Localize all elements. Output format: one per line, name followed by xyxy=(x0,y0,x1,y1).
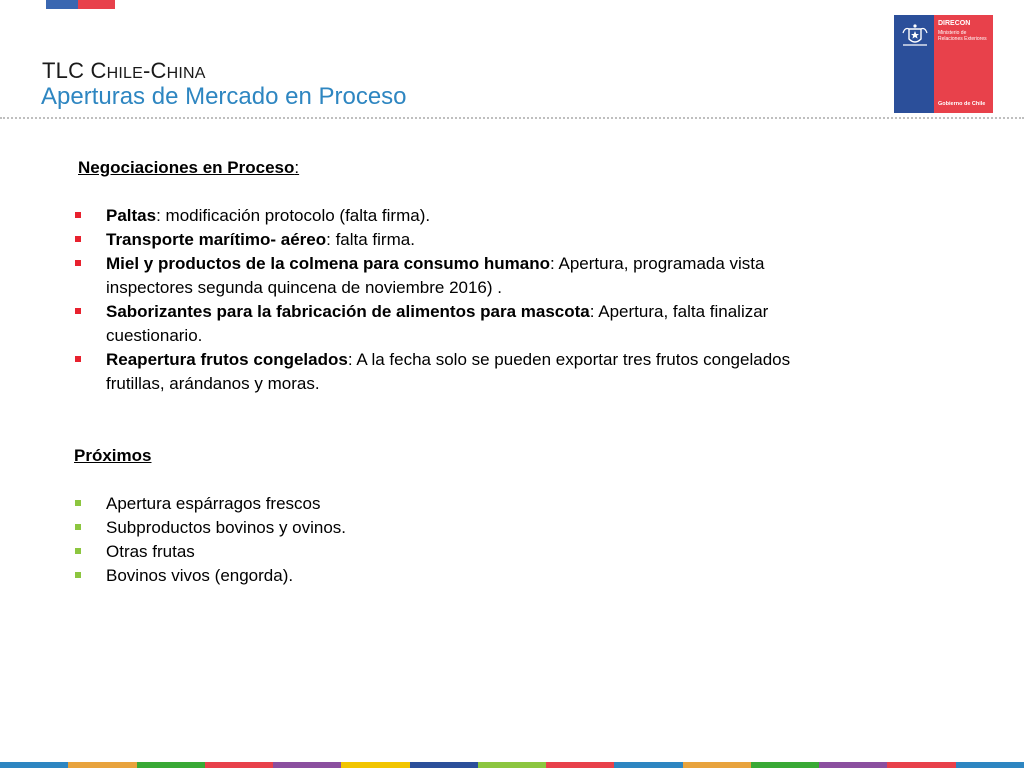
list-item: Paltas: modificación protocolo (falta firma). xyxy=(74,204,834,228)
list-item: Saborizantes para la fabricación de alimentos para mascota: Apertura, falta finalizar cuestionario. xyxy=(74,300,834,348)
negotiations-list xyxy=(74,204,834,396)
list-item: Otras frutas xyxy=(74,540,834,564)
footer-color-stripe xyxy=(0,762,1024,768)
list-item: Reapertura frutos congelados: A la fecha solo se pueden exportar tres frutos congelados frutillas, arándanos y moras. xyxy=(74,348,834,396)
bullet-square-icon xyxy=(75,500,81,506)
bullet-square-icon xyxy=(75,356,81,362)
slide-body xyxy=(74,156,834,588)
bullet-square-icon xyxy=(75,236,81,242)
bullet-square-icon xyxy=(75,308,81,314)
top-flag-accent xyxy=(46,0,115,9)
direcon-logo: DIRECON Ministerio de Relaciones Exteriores Gobierno de Chile xyxy=(894,15,993,113)
bullet-square-icon xyxy=(75,524,81,530)
negotiations-heading: Negociaciones en Proceso: xyxy=(78,158,300,177)
slide-title: TLC CHILE-CHINA xyxy=(42,58,206,83)
list-item: Apertura espárragos frescos xyxy=(74,492,834,516)
header-divider xyxy=(0,117,1024,119)
list-item: Bovinos vivos (engorda). xyxy=(74,564,834,588)
list-item: Transporte marítimo- aéreo: falta firma. xyxy=(74,228,834,252)
coat-of-arms-icon xyxy=(900,23,930,51)
list-item: Miel y productos de la colmena para consumo humano: Apertura, programada vista inspectores segunda quincena de noviembre 2016) . xyxy=(74,252,834,300)
bullet-square-icon xyxy=(75,572,81,578)
bullet-square-icon xyxy=(75,212,81,218)
upcoming-list xyxy=(74,492,834,588)
slide-subtitle: Aperturas de Mercado en Proceso xyxy=(41,83,407,110)
list-item: Subproductos bovinos y ovinos. xyxy=(74,516,834,540)
upcoming-heading: Próximos xyxy=(74,446,152,465)
bullet-square-icon xyxy=(75,260,81,266)
bullet-square-icon xyxy=(75,548,81,554)
